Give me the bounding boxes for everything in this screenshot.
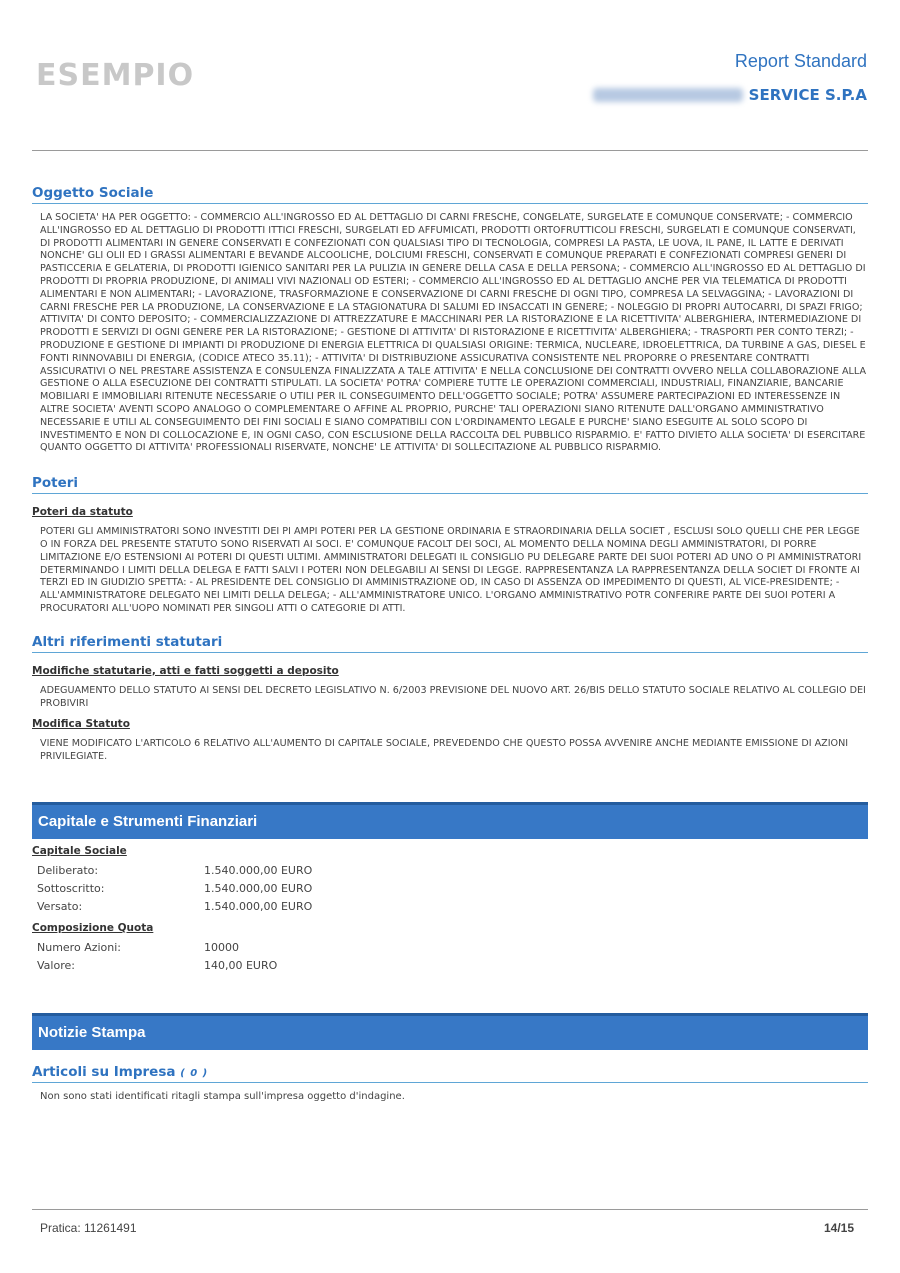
- quota-label: Valore:: [37, 958, 75, 972]
- oggetto-sociale-text: LA SOCIETA' HA PER OGGETTO: - COMMERCIO ALL'INGROSSO ED AL DETTAGLIO DI CARNI FRESCHE, CONGELATE, SURGELATE E COMUNQUE CONSERVATE; - COMMERCIO ALL'INGROSSO ED AL DETTAGLIO DI PRODOTTI ITTICI FRESCHI, SURGELATI ED AFFUMICATI, PRODOTTI ORTOFRUTTICOLI FRESCHI, SURGELATI E COMUNQUE CONSERVATI, DI PRODOTTI ALIMENTARI IN GENERE CONSERVATI E CONFEZIONATI CON QUALSIASI TIPO DI TECNOLOGIA, COMPRESI LA PASTA, LE UOVA, IL PANE, IL LATTE E DERIVATI NONCHE' GLI OLII ED I GRASSI ALIMENTARI E BEVANDE ALCOOLICHE, DOLCIUMI FRESCHI, CONSERVATI E COMUNQUE PREPARATI E CONFEZIONATI COMPRESI GENERI DI PASTICCERIA E GELATERIA, DI PRODOTTI IGIENICO SANITARI PER LA PULIZIA IN GENERE DELLA CASA E DELLA PERSONA; - COMMERCIO ALL'INGROSSO ED AL DETTAGLIO DI PRODOTTI DI PROPRIA PRODUZIONE, DI ANIMALI VIVI NAZIONALI OD ESTERI; - COMMERCIO ALL'INGROSSO ED AL DETTAGLIO ANCHE PER VIA TELEMATICA DI PRODOTTI ALIMENTARI E NON ALIMENTARI; - LAVORAZIONE, TRASFORMAZIONE E CONSERVAZIONE DI CARNI FRESCHE DI OGNI TIPO, COMPRESA LA SELVAGGINA; - LAVORAZIONI DI CARNI FRESCHE PER LA PRODUZIONE, LA CONSERVAZIONE E LA STAGIONATURA DI SALUMI ED INSACCATI IN GENERE; - NOLEGGIO DI PROPRI AUTOCARRI, DI SPAZI FRIGO; ATTIVITA' DI CONTO DEPOSITO; - COMMERCIALIZZAZIONE DI ATTREZZATURE E MACCHINARI PER LA RISTORAZIONE E LA RICETTIVITA' ALBERGHIERA, INTERMEDIAZIONE DI PRODOTTI E SERVIZI DI OGNI GENERE PER LA RISTORAZIONE; - GESTIONE DI ATTIVITA' DI RISTORAZIONE E RICETTIVITA' ALBERGHIERA; - TRASPORTI PER CONTO TERZI; - PRODUZIONE E GESTIONE DI IMPIANTI DI PRODUZIONE DI ENERGIA ELETTRICA DI QUALSIASI ORIGINE: TERMICA, NUCLEARE, IDROELETTRICA, DA TURBINE A GAS, DIESEL E FONTI RINNOVABILI DI ENERGIA, (CODICE ATECO 35.11); - ATTIVITA' DI DISTRIBUZIONE ASSICURATIVA CONSISTENTE NEL PROPORRE O PRESENTARE CONTRATTI ASSICURATIVI O NEL PRESTARE ASSISTENZA E CONSULENZA FINALIZZATA A TALE ATTIVITA' E NELLA CONCLUSIONE DEI CONTRATTI OVVERO NELLA COLLABORAZIONE ALLA GESTIONE O ALLA ESECUZIONE DEI CONTRATTI STIPULATI. LA SOCIETA' POTRA' COMPIERE TUTTE LE OPERAZIONI COMMERCIALI, INDUSTRIALI, FINANZIARIE, BANCARIE MOBILIARI E IMMOBILIARI RITENUTE NECESSARIE O UTILI PER IL CONSEGUIMENTO DELL'OGGETTO SOCIALE; POTRA' ASSUMERE PARTECIPAZIONI ED INTERESSENZE IN ALTRE SOCIETA' AVENTI SCOPO ANALOGO O COMPLEMENTARE O AFFINE AL PROPRIO, PURCHE' TALI OPERAZIONI SIANO RITENUTE DALL'ORGANO AMMINISTRATIVO NECESSARIE E UTILI AL CONSEGUIMENTO DEI FINI SOCIALI E SIANO COMPATIBILI CON L'ORDINAMENTO LEGALE E PURCHE' SIANO ESEGUITE AL SOLO SCOPO DI INVESTIMENTO E NON DI COLLOCAZIONE E, IN OGNI CASO, CON ESCLUSIONE DELLA RACCOLTA DEL PUBBLICO RISPARMIO. E' FATTO DIVIETO ALLA SOCIETA' DI ESERCITARE QUANTO OGGETTO DI ATTIVITA' PROFESSIONALI RISERVATE, NONCHE' LE ATTIVITA' DI SOLLECITAZIONE AL PUBBLICO RISPARMIO.: [40, 212, 867, 454]
- capitale-label: Versato:: [37, 899, 83, 913]
- subtitle-modifiche-statutarie: Modifiche statutarie, atti e fatti soggetti a deposito: [32, 664, 339, 677]
- capitale-value: 1.540.000,00 EURO: [204, 899, 313, 913]
- subtitle-composizione-quota: Composizione Quota: [32, 921, 154, 934]
- capitale-value: 1.540.000,00 EURO: [204, 881, 313, 895]
- modifica-statuto-text: VIENE MODIFICATO L'ARTICOLO 6 RELATIVO ALL'AUMENTO DI CAPITALE SOCIALE, PREVEDENDO CHE QUESTO POSSA AVVENIRE ANCHE MEDIANTE EMISSIONE DI AZIONI PRIVILEGIATE.: [40, 738, 849, 763]
- articoli-title-text: Articoli su Impresa: [32, 1063, 176, 1080]
- header-divider: [32, 150, 868, 151]
- section-title-oggetto-sociale: Oggetto Sociale: [32, 185, 868, 204]
- redacted-company-name: [593, 88, 743, 102]
- modifiche-statutarie-text: ADEGUAMENTO DELLO STATUTO AI SENSI DEL DECRETO LEGISLATIVO N. 6/2003 PREVISIONE DEL NUOVO ART. 26/BIS DELLO STATUTO SOCIALE RELATIVO AL COLLEGIO DEI PROBIVIRI: [40, 684, 866, 709]
- section-title-poteri: Poteri: [32, 475, 868, 494]
- capitale-label: Deliberato:: [37, 863, 99, 877]
- articoli-text: Non sono stati identificati ritagli stampa sull'impresa oggetto d'indagine.: [40, 1090, 405, 1102]
- band-notizie-stampa: Notizie Stampa: [32, 1013, 868, 1050]
- quota-row-valore: [37, 957, 868, 975]
- main-content: [32, 185, 868, 1104]
- footer-divider: [32, 1209, 868, 1210]
- band-capitale: Capitale e Strumenti Finanziari: [32, 802, 868, 839]
- quota-label: Numero Azioni:: [37, 940, 122, 954]
- quota-value: 140,00 EURO: [204, 958, 278, 972]
- capitale-label: Sottoscritto:: [37, 881, 105, 895]
- quota-row-numero-azioni: [37, 939, 868, 957]
- section-title-altri-riferimenti: Altri riferimenti statutari: [32, 634, 868, 653]
- subtitle-poteri-da-statuto: Poteri da statuto: [32, 506, 133, 519]
- watermark-esempio: ESEMPIO: [36, 58, 195, 93]
- report-title: Report Standard: [734, 51, 867, 71]
- subtitle-capitale-sociale: Capitale Sociale: [32, 844, 127, 857]
- quota-value: 10000: [204, 940, 239, 954]
- section-title-articoli: [32, 1064, 868, 1083]
- subtitle-modifica-statuto: Modifica Statuto: [32, 718, 130, 731]
- capitale-value: 1.540.000,00 EURO: [204, 863, 313, 877]
- footer-pratica: Pratica: 11261491: [40, 1221, 137, 1235]
- capitale-row-deliberato: [37, 862, 868, 880]
- company-name-suffix: SERVICE S.P.A: [748, 86, 867, 104]
- capitale-row-sottoscritto: [37, 880, 868, 898]
- company-name: [593, 86, 867, 104]
- poteri-text: POTERI GLI AMMINISTRATORI SONO INVESTITI DEI PI AMPI POTERI PER LA GESTIONE ORDINARIA E STRAORDINARIA DELLA SOCIET , ESCLUSI SOLO QUELLI CHE PER LEGGE O IN FORZA DEL PRESENTE STATUTO SONO RISERVATI AI SOCI. E' COMUNQUE FACOLT DEI SOCI, AL MOMENTO DELLA NOMINA DEGLI AMMINISTRATORI, DI PORRE LIMITAZIONE E/O ESTENSIONI AI POTERI DI QUESTI ULTIMI. AMMINISTRATORI DELEGATI IL CONSIGLIO PU DELEGARE PARTE DEI SUOI POTERI AD UNO O PI AMMINISTRATORI DETERMINANDO I LIMITI DELLA DELEGA E FATTI SALVI I POTERI NON DELEGABILI AI SENSI DI LEGGE. RAPPRESENTANZA LA RAPPRESENTANZA DELLA SOCIET DI FRONTE AI TERZI ED IN GIUDIZIO SPETTA: - AL PRESIDENTE DEL CONSIGLIO DI AMMINISTRAZIONE OD, IN CASO DI ASSENZA OD IMPEDIMENTO DI QUESTI, AL VICE-PRESIDENTE; - ALL'AMMINISTRATORE DELEGATO NEI LIMITI DELLA DELEGA; - ALL'AMMINISTRATORE UNICO. L'ORGANO AMMINISTRATIVO POTR CONFERIRE PARTE DEI SUOI POTERI A PROCURATORI ALL'UOPO NOMINATI PER SINGOLI ATTI O CATEGORIE DI ATTI.: [40, 526, 862, 614]
- articoli-count: ( 0 ): [180, 1067, 209, 1079]
- footer-page-number: 14/15: [823, 1221, 854, 1235]
- capitale-row-versato: [37, 898, 868, 916]
